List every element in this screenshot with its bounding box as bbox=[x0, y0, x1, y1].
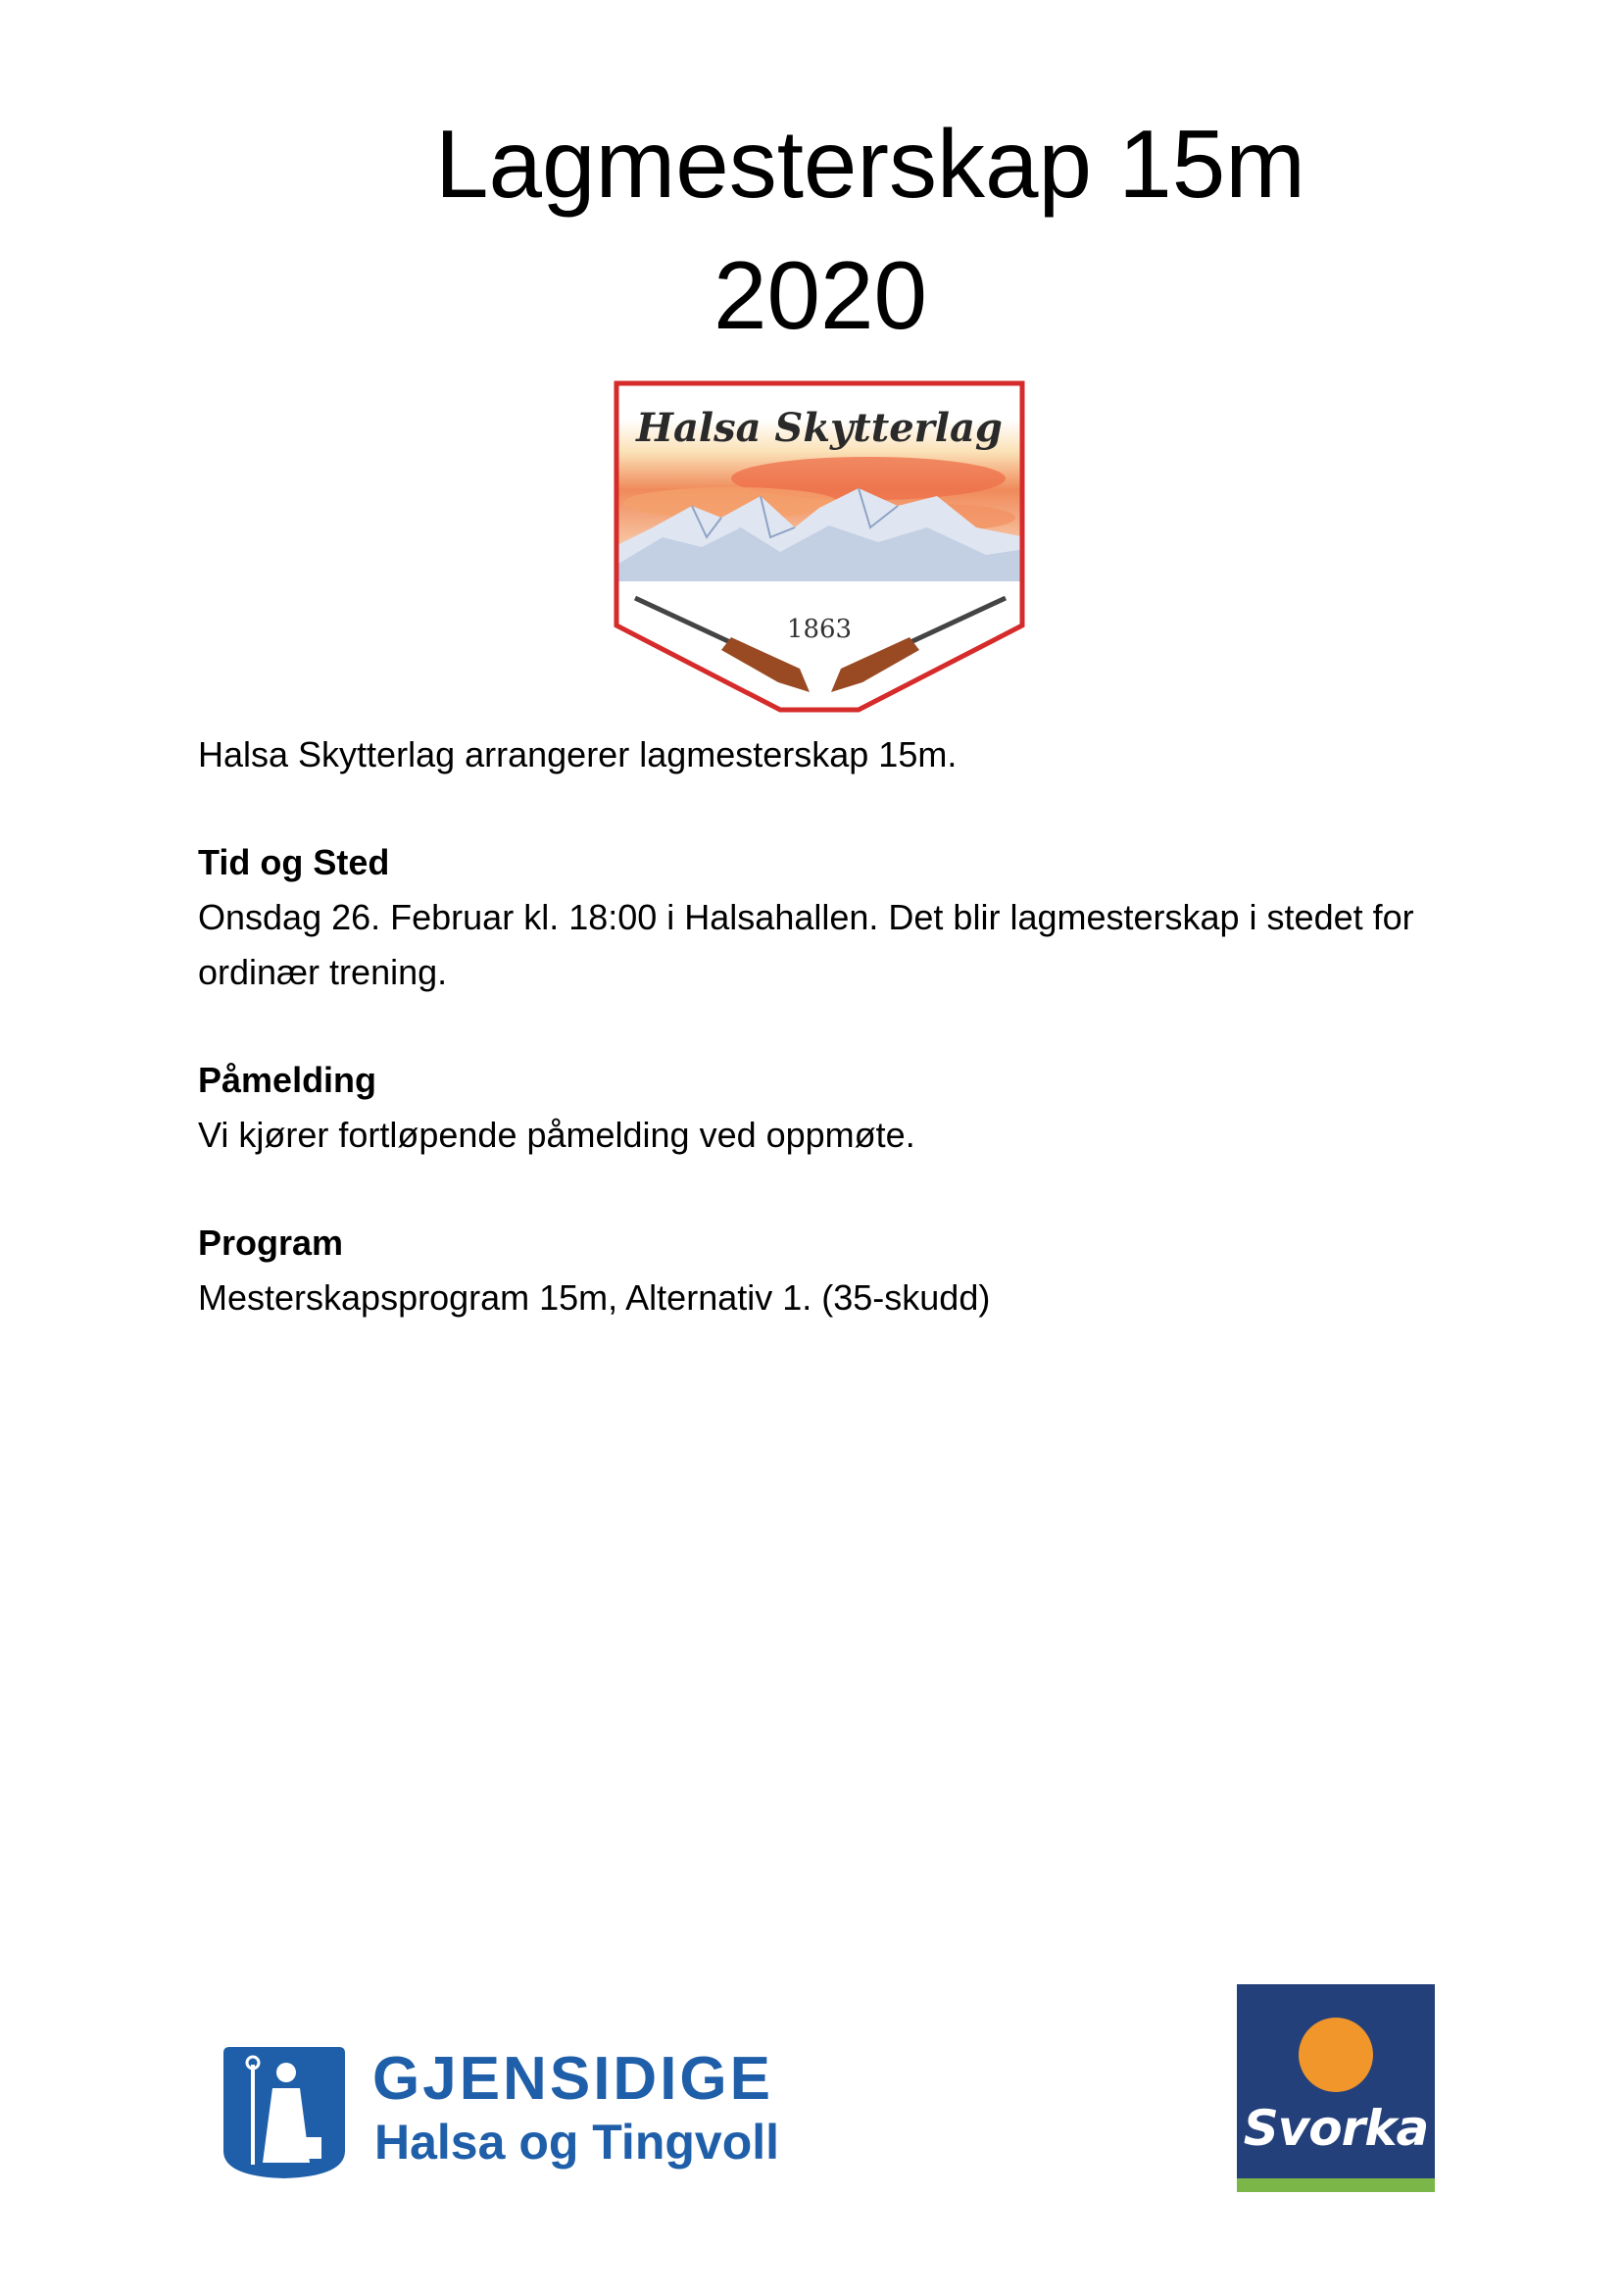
document-title-line2: 2020 bbox=[713, 241, 927, 349]
document-body bbox=[198, 727, 1433, 1325]
section-heading-tid-og-sted: Tid og Sted bbox=[198, 842, 390, 882]
gjensidige-name: GJENSIDIGE bbox=[372, 2045, 773, 2113]
section-heading-program: Program bbox=[198, 1223, 344, 1263]
section-text-pamelding: Vi kjører fortløpende påmelding ved oppmøte. bbox=[198, 1115, 915, 1155]
svorka-name: Svorka bbox=[1243, 2100, 1429, 2157]
section-text-program: Mesterskapsprogram 15m, Alternativ 1. (35-skudd) bbox=[198, 1277, 991, 1318]
halsa-skytterlag-crest bbox=[614, 380, 1025, 724]
svorka-logo bbox=[1237, 1984, 1435, 2192]
gjensidige-shield-icon bbox=[216, 2043, 353, 2180]
sun-icon bbox=[1299, 2018, 1373, 2092]
crest-year: 1863 bbox=[786, 615, 853, 644]
section-heading-pamelding: Påmelding bbox=[198, 1060, 377, 1100]
document-title-line1: Lagmesterskap 15m bbox=[435, 110, 1305, 218]
intro-paragraph: Halsa Skytterlag arrangerer lagmesterskap 15m. bbox=[198, 734, 958, 774]
crest-name: Halsa Skytterlag bbox=[636, 405, 1003, 451]
section-text-tid-og-sted: Onsdag 26. Februar kl. 18:00 i Halsahallen. Det blir lagmesterskap i stedet for ordinær trening. bbox=[198, 897, 1414, 992]
gjensidige-logo bbox=[216, 2043, 784, 2190]
gjensidige-subtitle: Halsa og Tingvoll bbox=[374, 2115, 780, 2170]
